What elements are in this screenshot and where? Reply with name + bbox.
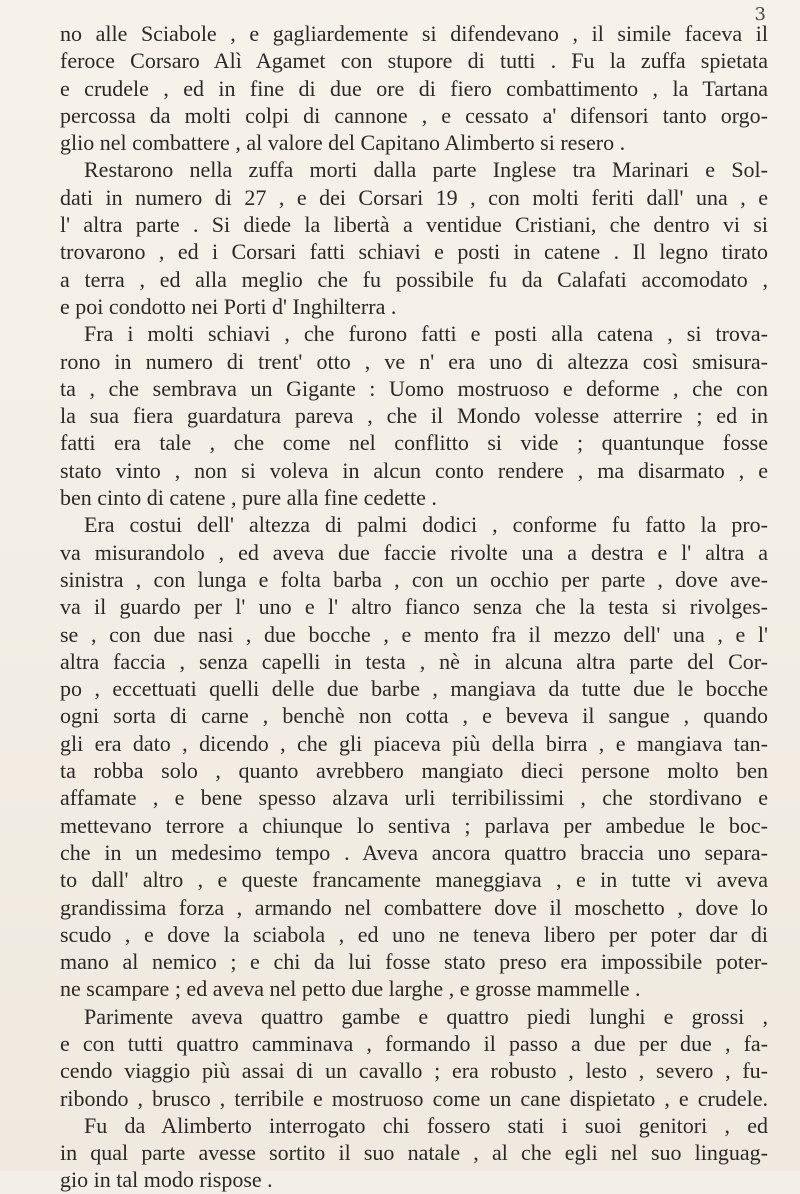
text-line: ta , che sembrava un Gigante : Uomo mostruoso e deforme , che con (60, 375, 768, 401)
text-line: mano al nemico ; e chi da lui fosse stato preso era impossibile poter- (60, 949, 768, 975)
text-line: fatti era tale , che come nel conflitto si vide ; quantunque fosse (60, 430, 768, 456)
text-line: va misurandolo , ed aveva due faccie rivolte una a destra e l' altra a (60, 539, 768, 565)
text-line: grandissima forza , armando nel combattere dove il moschetto , dove lo (60, 894, 768, 920)
text-line: ne scampare ; ed aveva nel petto due larghe , e grosse mammelle . (60, 976, 641, 1002)
text-line: e poi condotto nei Porti d' Inghilterra . (60, 293, 397, 319)
text-line: e crudele , ed in fine di due ore di fiero combattimento , la Tartana (60, 75, 768, 101)
page-number: 3 (754, 4, 766, 25)
text-line: ogni sorta di carne , benchè non cotta , e beveva il sangue , quando (60, 703, 768, 729)
text-line: scudo , e dove la sciabola , ed uno ne teneva libero per poter dar di (60, 921, 768, 947)
text-line: glio nel combattere , al valore del Capitano Alimberto si resero . (60, 130, 626, 156)
text-line: percossa da molti colpi di cannone , e cessato a' difensori tanto orgo- (60, 102, 768, 128)
text-line: to dall' altro , e queste francamente maneggiava , e in tutte vi aveva (60, 867, 768, 893)
text-line: l' altra parte . Si diede la libertà a ventidue Cristiani, che dentro vi si (60, 212, 768, 238)
text-line: ribondo , brusco , terribile e mostruoso come un cane dispietato , e crudele. (60, 1085, 768, 1111)
text-line: po , eccettuati quelli delle due barbe , mangiava da tutte due le bocche (60, 676, 768, 702)
text-line: la sua fiera guardatura pareva , che il Mondo volesse atterrire ; ed in (60, 403, 768, 429)
text-line: trovarono , ed i Corsari fatti schiavi e posti in catene . Il legno tirato (60, 239, 768, 265)
text-line: Restarono nella zuffa morti dalla parte Inglese tra Marinari e Sol- (84, 157, 768, 183)
text-line: stato vinto , non si voleva in alcun conto rendere , ma disarmato , e (60, 457, 768, 483)
text-line: ben cinto di catene , pure alla fine cedette . (60, 485, 437, 511)
text-line: rono in numero di trent' otto , ve n' era uno di altezza così smisura- (60, 348, 768, 374)
text-line: se , con due nasi , due bocche , e mento fra il mezzo dell' una , e l' (60, 621, 768, 647)
text-line: altra faccia , senza capelli in testa , nè in alcuna altra parte del Cor- (60, 648, 768, 674)
text-line: Fra i molti schiavi , che furono fatti e posti alla catena , si trova- (84, 321, 768, 347)
text-line: sinistra , con lunga e folta barba , con un occhio per parte , dove ave- (60, 566, 768, 592)
text-line: Parimente aveva quattro gambe e quattro piedi lunghi e grossi , (84, 1003, 768, 1029)
text-line: cendo viaggio più assai di un cavallo ; era robusto , lesto , severo , fu- (60, 1058, 768, 1084)
text-line: no alle Sciabole , e gagliardemente si difendevano , il simile faceva il (60, 21, 768, 46)
text-line: affamate , e bene spesso alzava urli terribilissimi , che stordivano e (60, 785, 768, 811)
body-text (60, 20, 768, 1194)
text-line: va il guardo per l' uno e l' altro fianco senza che la testa si rivolges- (60, 594, 768, 620)
text-line: in qual parte avesse sortito il suo natale , al che egli nel suo linguag- (60, 1140, 768, 1166)
text-line: che in un medesimo tempo . Aveva ancora quattro braccia uno separa- (60, 839, 768, 865)
text-line: Era costui dell' altezza di palmi dodici , conforme fu fatto la pro- (84, 512, 768, 538)
text-line: Fu da Alimberto interrogato chi fossero stati i suoi genitori , ed (84, 1112, 768, 1138)
text-line: e con tutti quattro camminava , formando il passo a due per due , fa- (60, 1030, 768, 1056)
text-line: dati in numero di 27 , e dei Corsari 19 , con molti feriti dall' una , e (60, 184, 768, 210)
text-line: feroce Corsaro Alì Agamet con stupore di tutti . Fu la zuffa spietata (60, 48, 768, 74)
text-line: gli era dato , dicendo , che gli piaceva più della birra , e mangiava tan- (60, 730, 768, 756)
text-line: gio in tal modo rispose . (60, 1167, 273, 1193)
text-line: a terra , ed alla meglio che fu possibile fu da Calafati accomodato , (60, 266, 768, 292)
text-line: mettevano terrore a chiunque lo sentiva ; parlava per ambedue le boc- (60, 812, 768, 838)
text-line: ta robba solo , quanto avrebbero mangiato dieci persone molto ben (60, 758, 768, 784)
